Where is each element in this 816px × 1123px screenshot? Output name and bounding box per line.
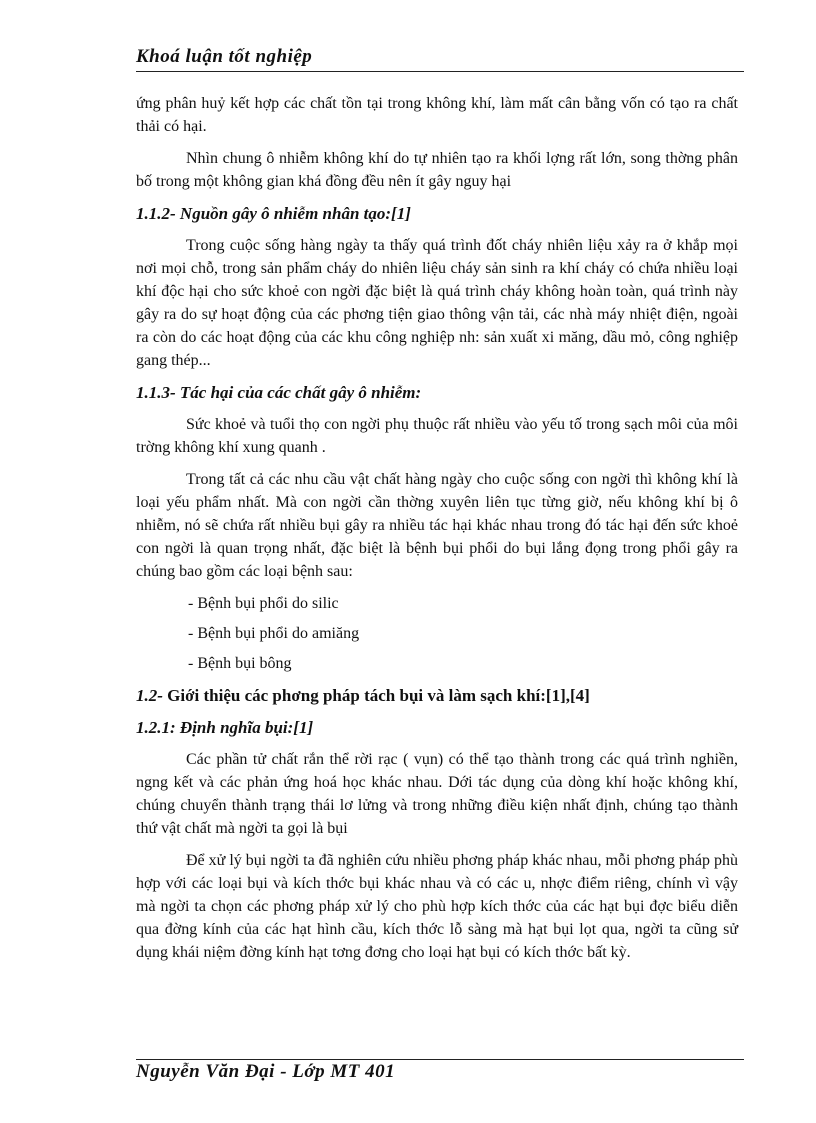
paragraph-1: ứng phân huỷ kết hợp các chất tồn tại trong không khí, làm mất cân bằng vốn có tạo ra chất thải có hại. — [136, 95, 738, 135]
footer-rule — [136, 1059, 744, 1060]
heading-1-2-text: Giới thiệu các phơng pháp tách bụi và làm sạch khí:[1],[4] — [162, 686, 590, 705]
paragraph-5: Trong tất cả các nhu cầu vật chất hàng ngày cho cuộc sống con ngời thì không khí là loại yếu phẩm nhất. Mà con ngời cần thờng xuyên liên tục từng giờ, nếu không khí bị ô nhiễm, nó sẽ chứa rất nhiều bụi gây ra nhiều tác hại khác nhau trong đó tác hại đến sức khoẻ con ngời là quan trọng nhất, đặc biệt là bệnh bụi phổi do bụi lắng đọng trong phổi gây ra chúng bao gồm các loại bệnh sau: — [136, 471, 738, 580]
paragraph-6: Các phần tử chất rắn thể rời rạc ( vụn) có thể tạo thành trong các quá trình nghiền, ngng kết và các phản ứng hoá học khác nhau. Dới tác dụng của dòng khí hoặc không khí, chúng chuyển thành trạng thái lơ lửng và trong những điều kiện nhất định, chúng tạo thành thứ vật chất mà ngời ta gọi là bụi — [136, 751, 738, 837]
header-title: Khoá luận tốt nghiệp — [136, 46, 313, 67]
list-item: - Bệnh bụi phổi do amiăng — [188, 625, 360, 642]
list-item: - Bệnh bụi bông — [188, 655, 292, 672]
list-item: - Bệnh bụi phổi do silic — [188, 595, 339, 612]
heading-1-2-number: 1.2- — [136, 686, 163, 705]
footer-text: Nguyễn Văn Đại - Lớp MT 401 — [136, 1061, 396, 1082]
paragraph-7: Để xử lý bụi ngời ta đã nghiên cứu nhiều phơng pháp khác nhau, mỗi phơng pháp phù hợp với các loại bụi và kích thớc bụi khác nhau và có các u, nhợc điểm riêng, chính vì vậy mà ngời ta chọn các phơng pháp xử lý cho phù hợp kích thớc của các hạt bụi đợc biểu diễn qua đờng kính của các hạt hình cầu, kích thớc lỗ sàng mà hạt bụi lọt qua, ngời ta cũng sử dụng khái niệm đờng kính hạt tơng đơng cho loại hạt bụi có kích thớc bất kỳ. — [136, 852, 738, 961]
paragraph-4: Sức khoẻ và tuổi thọ con ngời phụ thuộc rất nhiều vào yếu tố trong sạch môi của môi trờng không khí xung quanh . — [136, 416, 738, 456]
heading-1-2 — [136, 684, 738, 707]
disease-list — [136, 592, 738, 675]
paragraph-3: Trong cuộc sống hàng ngày ta thấy quá trình đốt cháy nhiên liệu xảy ra ở khắp mọi nơi mọi chỗ, trong sản phẩm cháy do nhiên liệu cháy sản sinh ra khí cháy có chứa nhiều loại khí độc hại cho sức khoẻ con ngời đặc biệt là quá trình cháy không hoàn toàn, quá trình này gây ra do sự hoạt động của các phơng tiện giao thông vận tải, các nhà máy nhiệt điện, ngoài ra còn do các hoạt động của các khu công nghiệp nh: sản xuất xi măng, dầu mỏ, công nghiệp gang thép... — [136, 237, 738, 369]
paragraph-2: Nhìn chung ô nhiễm không khí do tự nhiên tạo ra khối lợng rất lớn, song thờng phân bố trong một không gian khá đồng đều nên ít gây nguy hại — [136, 150, 738, 190]
heading-1-2-1: 1.2.1: Định nghĩa bụi:[1] — [136, 718, 314, 737]
heading-1-1-3: 1.1.3- Tác hại của các chất gây ô nhiễm: — [136, 383, 422, 402]
page-content — [136, 92, 738, 973]
heading-1-1-2: 1.1.2- Nguồn gây ô nhiễm nhân tạo:[1] — [136, 204, 411, 223]
header-rule — [136, 71, 744, 72]
